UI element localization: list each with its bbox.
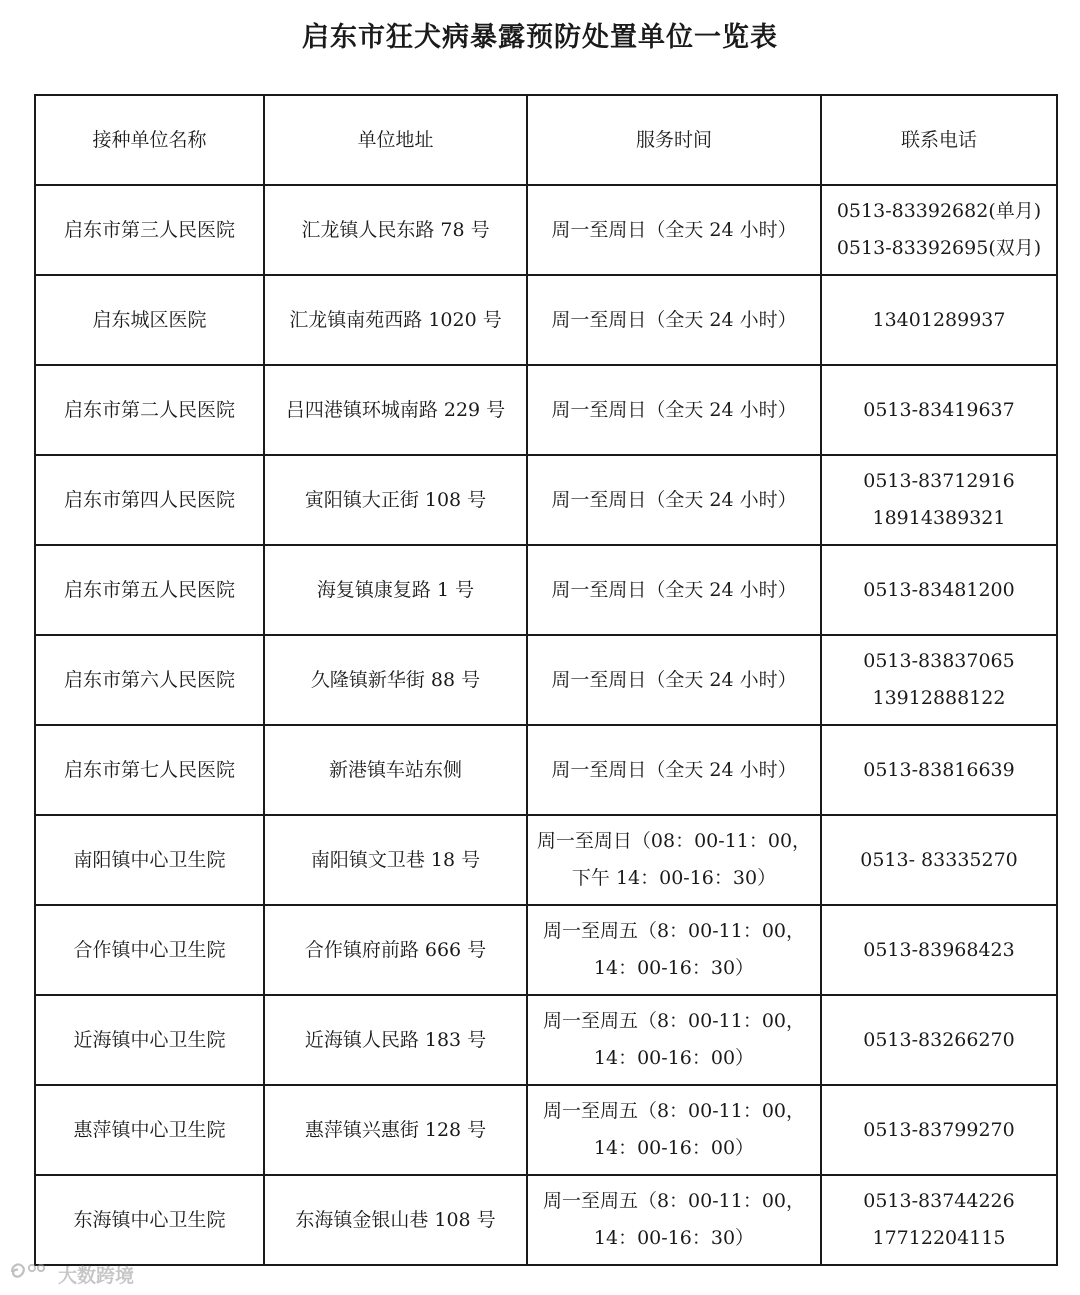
phone-cell: [821, 365, 1057, 455]
phone-line: 0513-83481200: [863, 578, 1015, 601]
watermark-text: 大数跨境: [58, 1264, 135, 1287]
phone-line: 18914389321: [872, 507, 1006, 529]
hours-line: 周一至周日（全天 24 小时）: [551, 578, 797, 601]
hours-line: 周一至周五（8：00-11：00，: [542, 920, 806, 942]
service-hours-cell: [527, 905, 821, 995]
phone-cell: [821, 455, 1057, 545]
address-cell: 合作镇府前路 666 号: [264, 905, 527, 995]
service-hours-cell: [527, 545, 821, 635]
unit-name-cell: 启东市第四人民医院: [35, 455, 264, 545]
service-hours-cell: [527, 815, 821, 905]
unit-name-cell: 南阳镇中心卫生院: [35, 815, 264, 905]
hours-line: 周一至周日（全天 24 小时）: [551, 308, 797, 331]
unit-name-cell: 启东市第七人民医院: [35, 725, 264, 815]
hours-line: 周一至周日（全天 24 小时）: [551, 488, 797, 511]
table-row: [35, 815, 1057, 905]
address-cell: 近海镇人民路 183 号: [264, 995, 527, 1085]
phone-cell: [821, 1175, 1057, 1265]
address-cell: 汇龙镇人民东路 78 号: [264, 185, 527, 275]
phone-line: 0513-83392695(双月): [836, 237, 1042, 259]
unit-name-cell: 近海镇中心卫生院: [35, 995, 264, 1085]
address-cell: 汇龙镇南苑西路 1020 号: [264, 275, 527, 365]
unit-name-cell: 启东市第五人民医院: [35, 545, 264, 635]
phone-line: 0513-83744226: [863, 1190, 1015, 1212]
address-cell: 久隆镇新华街 88 号: [264, 635, 527, 725]
table-row: [35, 995, 1057, 1085]
header-phone: 联系电话: [821, 95, 1057, 185]
service-hours-cell: [527, 455, 821, 545]
service-hours-cell: [527, 365, 821, 455]
unit-name-cell: 惠萍镇中心卫生院: [35, 1085, 264, 1175]
service-hours-cell: [527, 1085, 821, 1175]
phone-cell: [821, 905, 1057, 995]
phone-line: 0513-83837065: [863, 650, 1015, 672]
watermark: [8, 1259, 134, 1289]
unit-name-cell: 合作镇中心卫生院: [35, 905, 264, 995]
hours-line: 14：00-16：30）: [593, 957, 755, 979]
phone-line: 13401289937: [872, 308, 1006, 331]
phone-line: 0513- 83335270: [860, 848, 1018, 871]
service-hours-cell: [527, 725, 821, 815]
address-cell: 寅阳镇大正街 108 号: [264, 455, 527, 545]
phone-cell: [821, 815, 1057, 905]
hours-line: 周一至周日（全天 24 小时）: [551, 398, 797, 421]
phone-line: 0513-83799270: [863, 1118, 1015, 1141]
hours-line: 周一至周五（8：00-11：00，: [542, 1100, 806, 1122]
phone-line: 0513-83419637: [863, 398, 1015, 421]
service-hours-cell: [527, 995, 821, 1085]
table-row: [35, 1175, 1057, 1265]
phone-line: 0513-83968423: [863, 938, 1015, 961]
unit-name-cell: 东海镇中心卫生院: [35, 1175, 264, 1265]
address-cell: 吕四港镇环城南路 229 号: [264, 365, 527, 455]
table-row: [35, 725, 1057, 815]
phone-cell: [821, 185, 1057, 275]
phone-cell: [821, 545, 1057, 635]
table-row: [35, 455, 1057, 545]
header-address: 单位地址: [264, 95, 527, 185]
phone-line: 0513-83392682(单月): [836, 200, 1042, 222]
address-cell: 新港镇车站东侧: [264, 725, 527, 815]
phone-cell: [821, 1085, 1057, 1175]
table-header-row: [35, 95, 1057, 185]
phone-cell: [821, 995, 1057, 1085]
service-hours-cell: [527, 1175, 821, 1265]
service-hours-cell: [527, 185, 821, 275]
address-cell: 南阳镇文卫巷 18 号: [264, 815, 527, 905]
address-cell: 惠萍镇兴惠街 128 号: [264, 1085, 527, 1175]
table-row: [35, 1085, 1057, 1175]
address-cell: 海复镇康复路 1 号: [264, 545, 527, 635]
hours-line: 14：00-16：30）: [593, 1227, 755, 1249]
phone-line: 0513-83266270: [863, 1028, 1015, 1051]
hours-line: 14：00-16：00）: [593, 1137, 755, 1159]
brand-logo-icon: [8, 1259, 52, 1290]
unit-name-cell: 启东市第二人民医院: [35, 365, 264, 455]
hours-line: 周一至周日（08：00-11：00，: [536, 830, 812, 852]
header-service-hours: 服务时间: [527, 95, 821, 185]
phone-cell: [821, 725, 1057, 815]
table-row: [35, 275, 1057, 365]
page-title: 启东市狂犬病暴露预防处置单位一览表: [302, 22, 778, 53]
phone-cell: [821, 635, 1057, 725]
table-row: [35, 185, 1057, 275]
phone-line: 0513-83712916: [863, 470, 1015, 492]
service-hours-cell: [527, 635, 821, 725]
hours-line: 周一至周日（全天 24 小时）: [551, 218, 797, 241]
vaccination-units-table: [34, 94, 1058, 1266]
phone-line: 13912888122: [872, 687, 1006, 709]
table-body: [35, 185, 1057, 1265]
table-row: [35, 365, 1057, 455]
service-hours-cell: [527, 275, 821, 365]
hours-line: 周一至周五（8：00-11：00，: [542, 1010, 806, 1032]
address-cell: 东海镇金银山巷 108 号: [264, 1175, 527, 1265]
header-unit-name: 接种单位名称: [35, 95, 264, 185]
phone-line: 17712204115: [872, 1227, 1006, 1249]
table-row: [35, 635, 1057, 725]
hours-line: 下午 14：00-16：30）: [571, 867, 777, 889]
unit-name-cell: 启东城区医院: [35, 275, 264, 365]
table-row: [35, 905, 1057, 995]
phone-cell: [821, 275, 1057, 365]
table-row: [35, 545, 1057, 635]
hours-line: 周一至周五（8：00-11：00，: [542, 1190, 806, 1212]
hours-line: 周一至周日（全天 24 小时）: [551, 758, 797, 781]
unit-name-cell: 启东市第六人民医院: [35, 635, 264, 725]
hours-line: 14：00-16：00）: [593, 1047, 755, 1069]
unit-name-cell: 启东市第三人民医院: [35, 185, 264, 275]
phone-line: 0513-83816639: [863, 758, 1015, 781]
hours-line: 周一至周日（全天 24 小时）: [551, 668, 797, 691]
